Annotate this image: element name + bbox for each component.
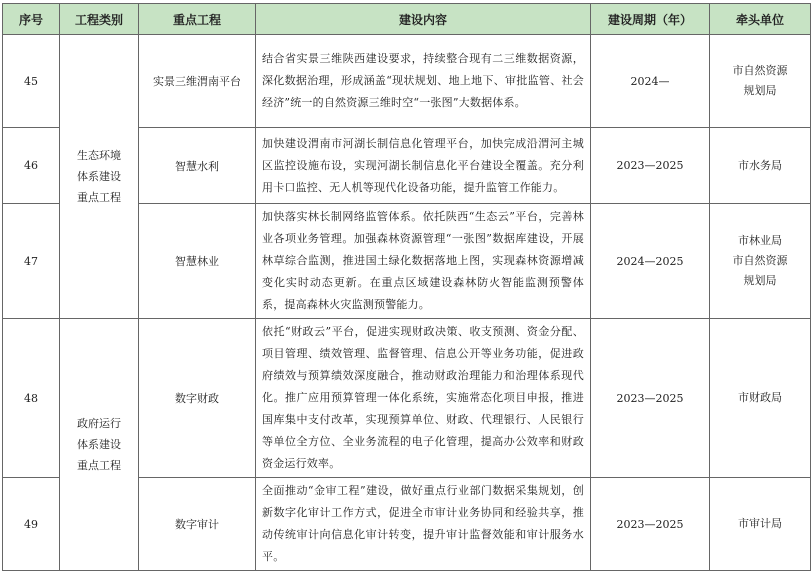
row-no: 49	[3, 478, 60, 571]
header-project: 重点工程	[139, 4, 256, 35]
lead-unit-line: 市财政局	[738, 391, 782, 404]
project-content: 依托“财政云”平台，促进实现财政决策、收支预测、资金分配、项目管理、绩效管理、监督管理、信息公开等业务功能，促进政府绩效与预算绩效深度融合，推动财政治理能力和治理体系现代化。推广应用预算管理一体化系统，实施常态化项目申报，推进国库集中支付改革，实现预算单位、财政、代理银行、人民银行等单位全方位、全业务流程的电子化管理，提高办公效率和财政资金运行效率。	[256, 319, 591, 478]
project-name: 实景三维渭南平台	[139, 35, 256, 128]
category-line: 重点工程	[77, 459, 121, 472]
row-no: 48	[3, 319, 60, 478]
project-name: 数字审计	[139, 478, 256, 571]
category-cell	[60, 319, 139, 571]
project-content: 加快建设渭南市河湖长制信息化管理平台，加快完成沿渭河主城区监控设施布设，实现河湖长制信息化平台建设全覆盖。充分利用卡口监控、无人机等现代化设备功能，提升监管工作能力。	[256, 128, 591, 204]
lead-unit	[710, 478, 811, 571]
lead-unit-line: 市审计局	[738, 517, 782, 530]
table-row	[3, 35, 811, 128]
lead-unit	[710, 204, 811, 319]
header-no: 序号	[3, 4, 60, 35]
lead-unit-line: 市自然资源	[732, 254, 788, 267]
project-content: 加快落实林长制网络监管体系。依托陕西“生态云”平台，完善林业各项业务管理。加强森林资源管理“一张图”数据库建设，开展林草综合监测，推进国土绿化数据落地上图，实现森林资源增减变化实时动态更新。在重点区域建设森林防火智能监测预警体系，提高森林火灾监测预警能力。	[256, 204, 591, 319]
project-table	[2, 3, 811, 571]
table-header-row	[3, 4, 811, 35]
project-period: 2024—	[591, 35, 710, 128]
lead-unit	[710, 319, 811, 478]
lead-unit-line: 市水务局	[738, 158, 782, 172]
project-period: 2024—2025	[591, 204, 710, 319]
category-line: 生态环境	[77, 149, 121, 162]
category-line: 政府运行	[77, 417, 121, 430]
project-period: 2023—2025	[591, 128, 710, 204]
project-name: 智慧林业	[139, 204, 256, 319]
lead-unit	[710, 35, 811, 128]
lead-unit-line: 规划局	[743, 274, 777, 287]
project-period: 2023—2025	[591, 478, 710, 571]
project-content: 全面推动“金审工程”建设，做好重点行业部门数据采集规划，创新数字化审计工作方式，促进全市审计业务协同和经验共享，推动传统审计向信息化审计转变，提升审计监督效能和审计服务水平。	[256, 478, 591, 571]
project-name: 数字财政	[139, 319, 256, 478]
row-no: 46	[3, 128, 60, 204]
table-row	[3, 319, 811, 478]
lead-unit-line: 市自然资源	[732, 64, 788, 77]
lead-unit	[710, 128, 811, 204]
header-content: 建设内容	[256, 4, 591, 35]
category-cell	[60, 35, 139, 319]
row-no: 45	[3, 35, 60, 128]
category-line: 体系建设	[77, 170, 121, 183]
category-line: 重点工程	[77, 191, 121, 204]
project-name: 智慧水利	[139, 128, 256, 204]
project-content: 结合省实景三维陕西建设要求，持续整合现有二三维数据资源，深化数据治理，形成涵盖“现状规划、地上地下、审批监管、社会经济”统一的自然资源三维时空“一张图”大数据体系。	[256, 35, 591, 128]
row-no: 47	[3, 204, 60, 319]
header-category: 工程类别	[60, 4, 139, 35]
lead-unit-line: 市林业局	[738, 234, 782, 247]
project-period: 2023—2025	[591, 319, 710, 478]
header-period: 建设周期（年）	[591, 4, 710, 35]
header-unit: 牵头单位	[710, 4, 811, 35]
category-line: 体系建设	[77, 438, 121, 451]
lead-unit-line: 规划局	[743, 84, 777, 97]
